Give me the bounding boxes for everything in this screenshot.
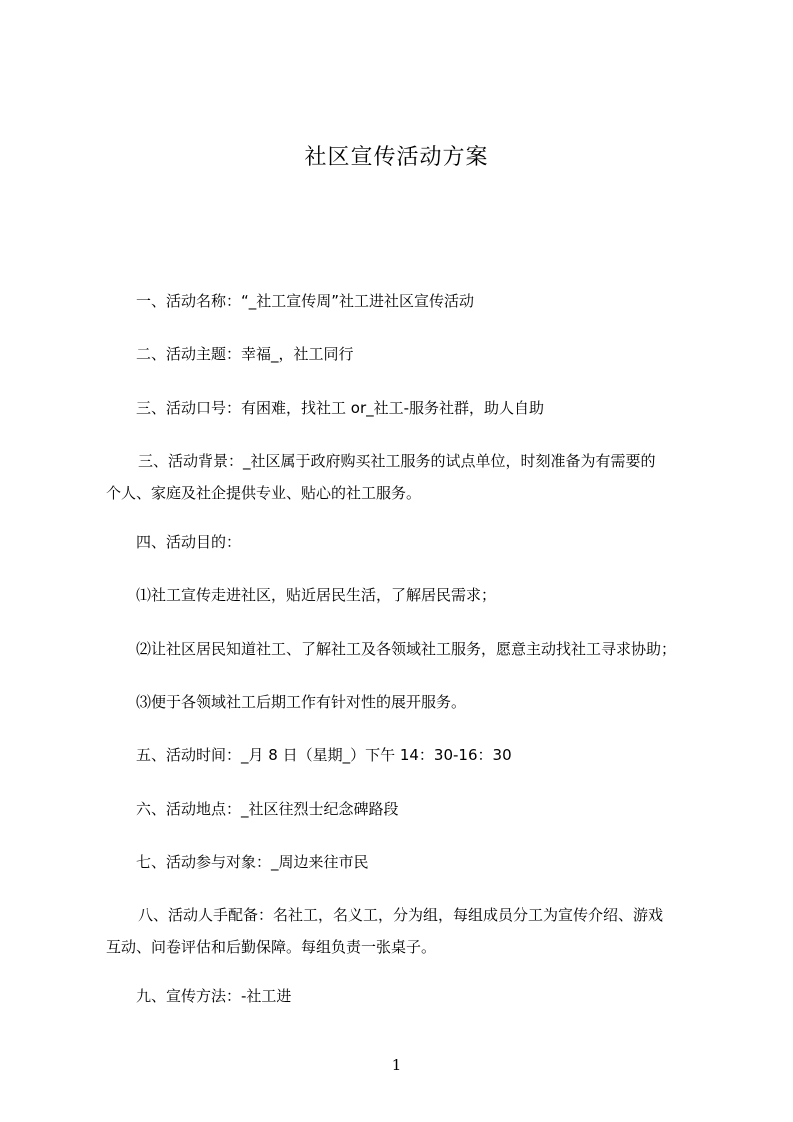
document-title: 社区宣传活动方案 bbox=[304, 145, 489, 170]
paragraph-line: 一、活动名称：“_社工宣传周”社工进社区宣传活动 bbox=[136, 292, 475, 310]
paragraph-activity-location bbox=[106, 793, 718, 825]
paragraph-line: ⑵让社区居民知道社工、了解社工及各领域社工服务，愿意主动找社工寻求协助； bbox=[136, 640, 677, 658]
paragraph-line: 七、活动参与对象：_周边来往市民 bbox=[136, 853, 369, 871]
paragraph-activity-background bbox=[106, 445, 718, 509]
page-number: 1 bbox=[391, 1056, 402, 1074]
paragraph-line: 二、活动主题：幸福_，社工同行 bbox=[136, 345, 354, 363]
paragraph-purpose-item-3 bbox=[106, 686, 718, 718]
paragraph-line: 六、活动地点：_社区往烈士纪念碑路段 bbox=[136, 800, 399, 818]
paragraph-activity-time bbox=[106, 739, 718, 771]
paragraph-promotion-method bbox=[106, 980, 718, 1012]
paragraph-activity-participants bbox=[106, 846, 718, 878]
paragraph-activity-purpose-heading bbox=[106, 526, 718, 558]
paragraph-line: 三、活动背景：_社区属于政府购买社工服务的试点单位，时刻准备为有需要的 bbox=[138, 452, 656, 470]
paragraph-line: ⑶便于各领域社工后期工作有针对性的展开服务。 bbox=[136, 693, 467, 711]
paragraph-activity-staffing bbox=[106, 899, 718, 963]
paragraph-line: 五、活动时间：_月 8 日（星期_）下午 14：30-16：30 bbox=[136, 746, 512, 764]
paragraph-activity-theme bbox=[106, 338, 718, 370]
paragraph-activity-name bbox=[106, 285, 718, 317]
paragraph-purpose-item-1 bbox=[106, 579, 718, 611]
paragraph-line: 个人、家庭及社企提供专业、贴心的社工服务。 bbox=[106, 484, 422, 502]
paragraph-line: 八、活动人手配备：名社工，名义工，分为组，每组成员分工为宣传介绍、游戏 bbox=[138, 906, 664, 924]
paragraph-purpose-item-2 bbox=[106, 633, 718, 665]
paragraph-activity-slogan bbox=[106, 392, 718, 424]
paragraph-line: 三、活动口号：有困难，找社工 or_社工-服务社群，助人自助 bbox=[136, 399, 545, 417]
paragraph-line: ⑴社工宣传走进社区，贴近居民生活，了解居民需求； bbox=[136, 586, 497, 604]
paragraph-line: 互动、问卷评估和后勤保障。每组负责一张桌子。 bbox=[106, 938, 437, 956]
paragraph-line: 四、活动目的： bbox=[136, 533, 242, 551]
paragraph-line: 九、宣传方法：-社工进 bbox=[136, 987, 292, 1005]
